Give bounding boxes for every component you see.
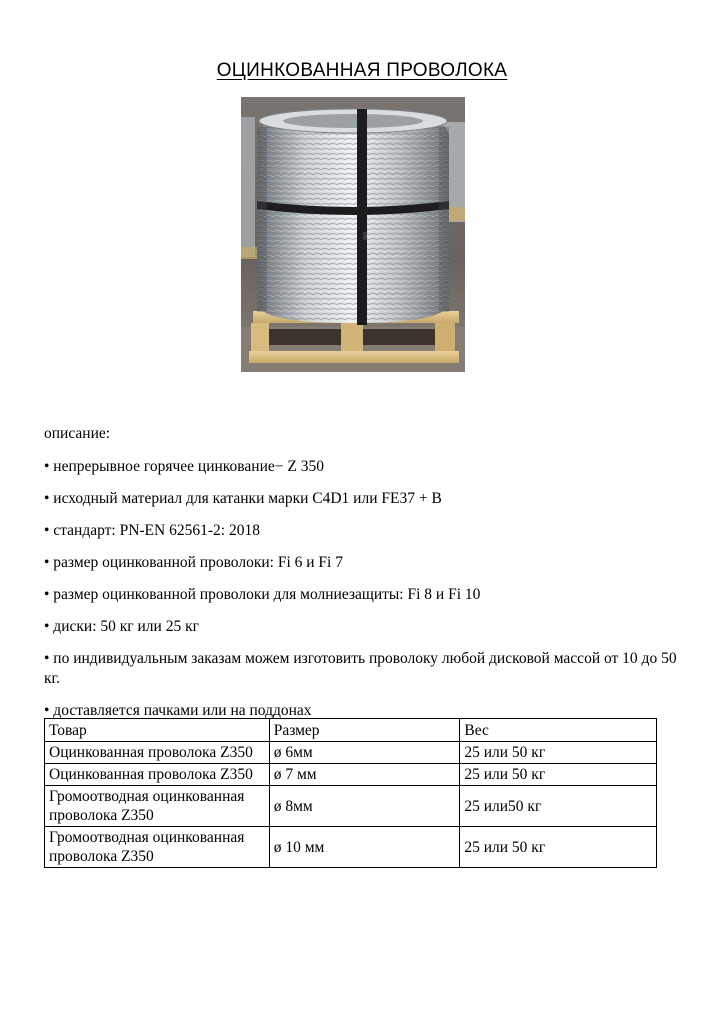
spec-table: [44, 718, 657, 868]
cell-weight: 25 или 50 кг: [460, 764, 657, 786]
table-row: [45, 742, 657, 764]
cell-size: ø 10 мм: [269, 827, 460, 868]
description-item: • по индивидуальным заказам можем изготовить проволоку любой дисковой массой от 10 до 50 кг.: [44, 650, 677, 687]
description-heading: описание:: [44, 425, 111, 442]
cell-product: Оцинкованная проволока Z350: [45, 764, 270, 786]
cell-size: ø 6мм: [269, 742, 460, 764]
cell-product: Оцинкованная проволока Z350: [45, 742, 270, 764]
cell-weight: 25 или 50 кг: [460, 827, 657, 868]
description-item: • диски: 50 кг или 25 кг: [44, 618, 199, 635]
column-header-weight: Вес: [460, 719, 657, 742]
table-row: [45, 786, 657, 827]
table-header-row: [45, 719, 657, 742]
description-section: [44, 424, 684, 733]
table-row: [45, 764, 657, 786]
description-item: • стандарт: PN-EN 62561-2: 2018: [44, 522, 260, 539]
cell-weight: 25 или 50 кг: [460, 742, 657, 764]
description-item: • размер оцинкованной проволоки для молниезащиты: Fi 8 и Fi 10: [44, 586, 481, 603]
cell-size: ø 8мм: [269, 786, 460, 827]
description-item: • размер оцинкованной проволоки: Fi 6 и Fi 7: [44, 554, 343, 571]
document-title: ОЦИНКОВАННАЯ ПРОВОЛОКА: [216, 60, 508, 81]
table-row: [45, 827, 657, 868]
column-header-product: Товар: [45, 719, 270, 742]
cell-product: Громоотводная оцинкованная проволока Z350: [45, 827, 270, 868]
description-item: • доставляется пачками или на поддонах: [44, 702, 312, 719]
cell-size: ø 7 мм: [269, 764, 460, 786]
description-item: • непрерывное горячее цинкование− Z 350: [44, 458, 324, 475]
description-item: • исходный материал для катанки марки C4D1 или FE37 + B: [44, 490, 442, 507]
column-header-size: Размер: [269, 719, 460, 742]
cell-product: Громоотводная оцинкованная проволока Z350: [45, 786, 270, 827]
wire-coil-photo: [241, 97, 465, 372]
cell-weight: 25 или50 кг: [460, 786, 657, 827]
